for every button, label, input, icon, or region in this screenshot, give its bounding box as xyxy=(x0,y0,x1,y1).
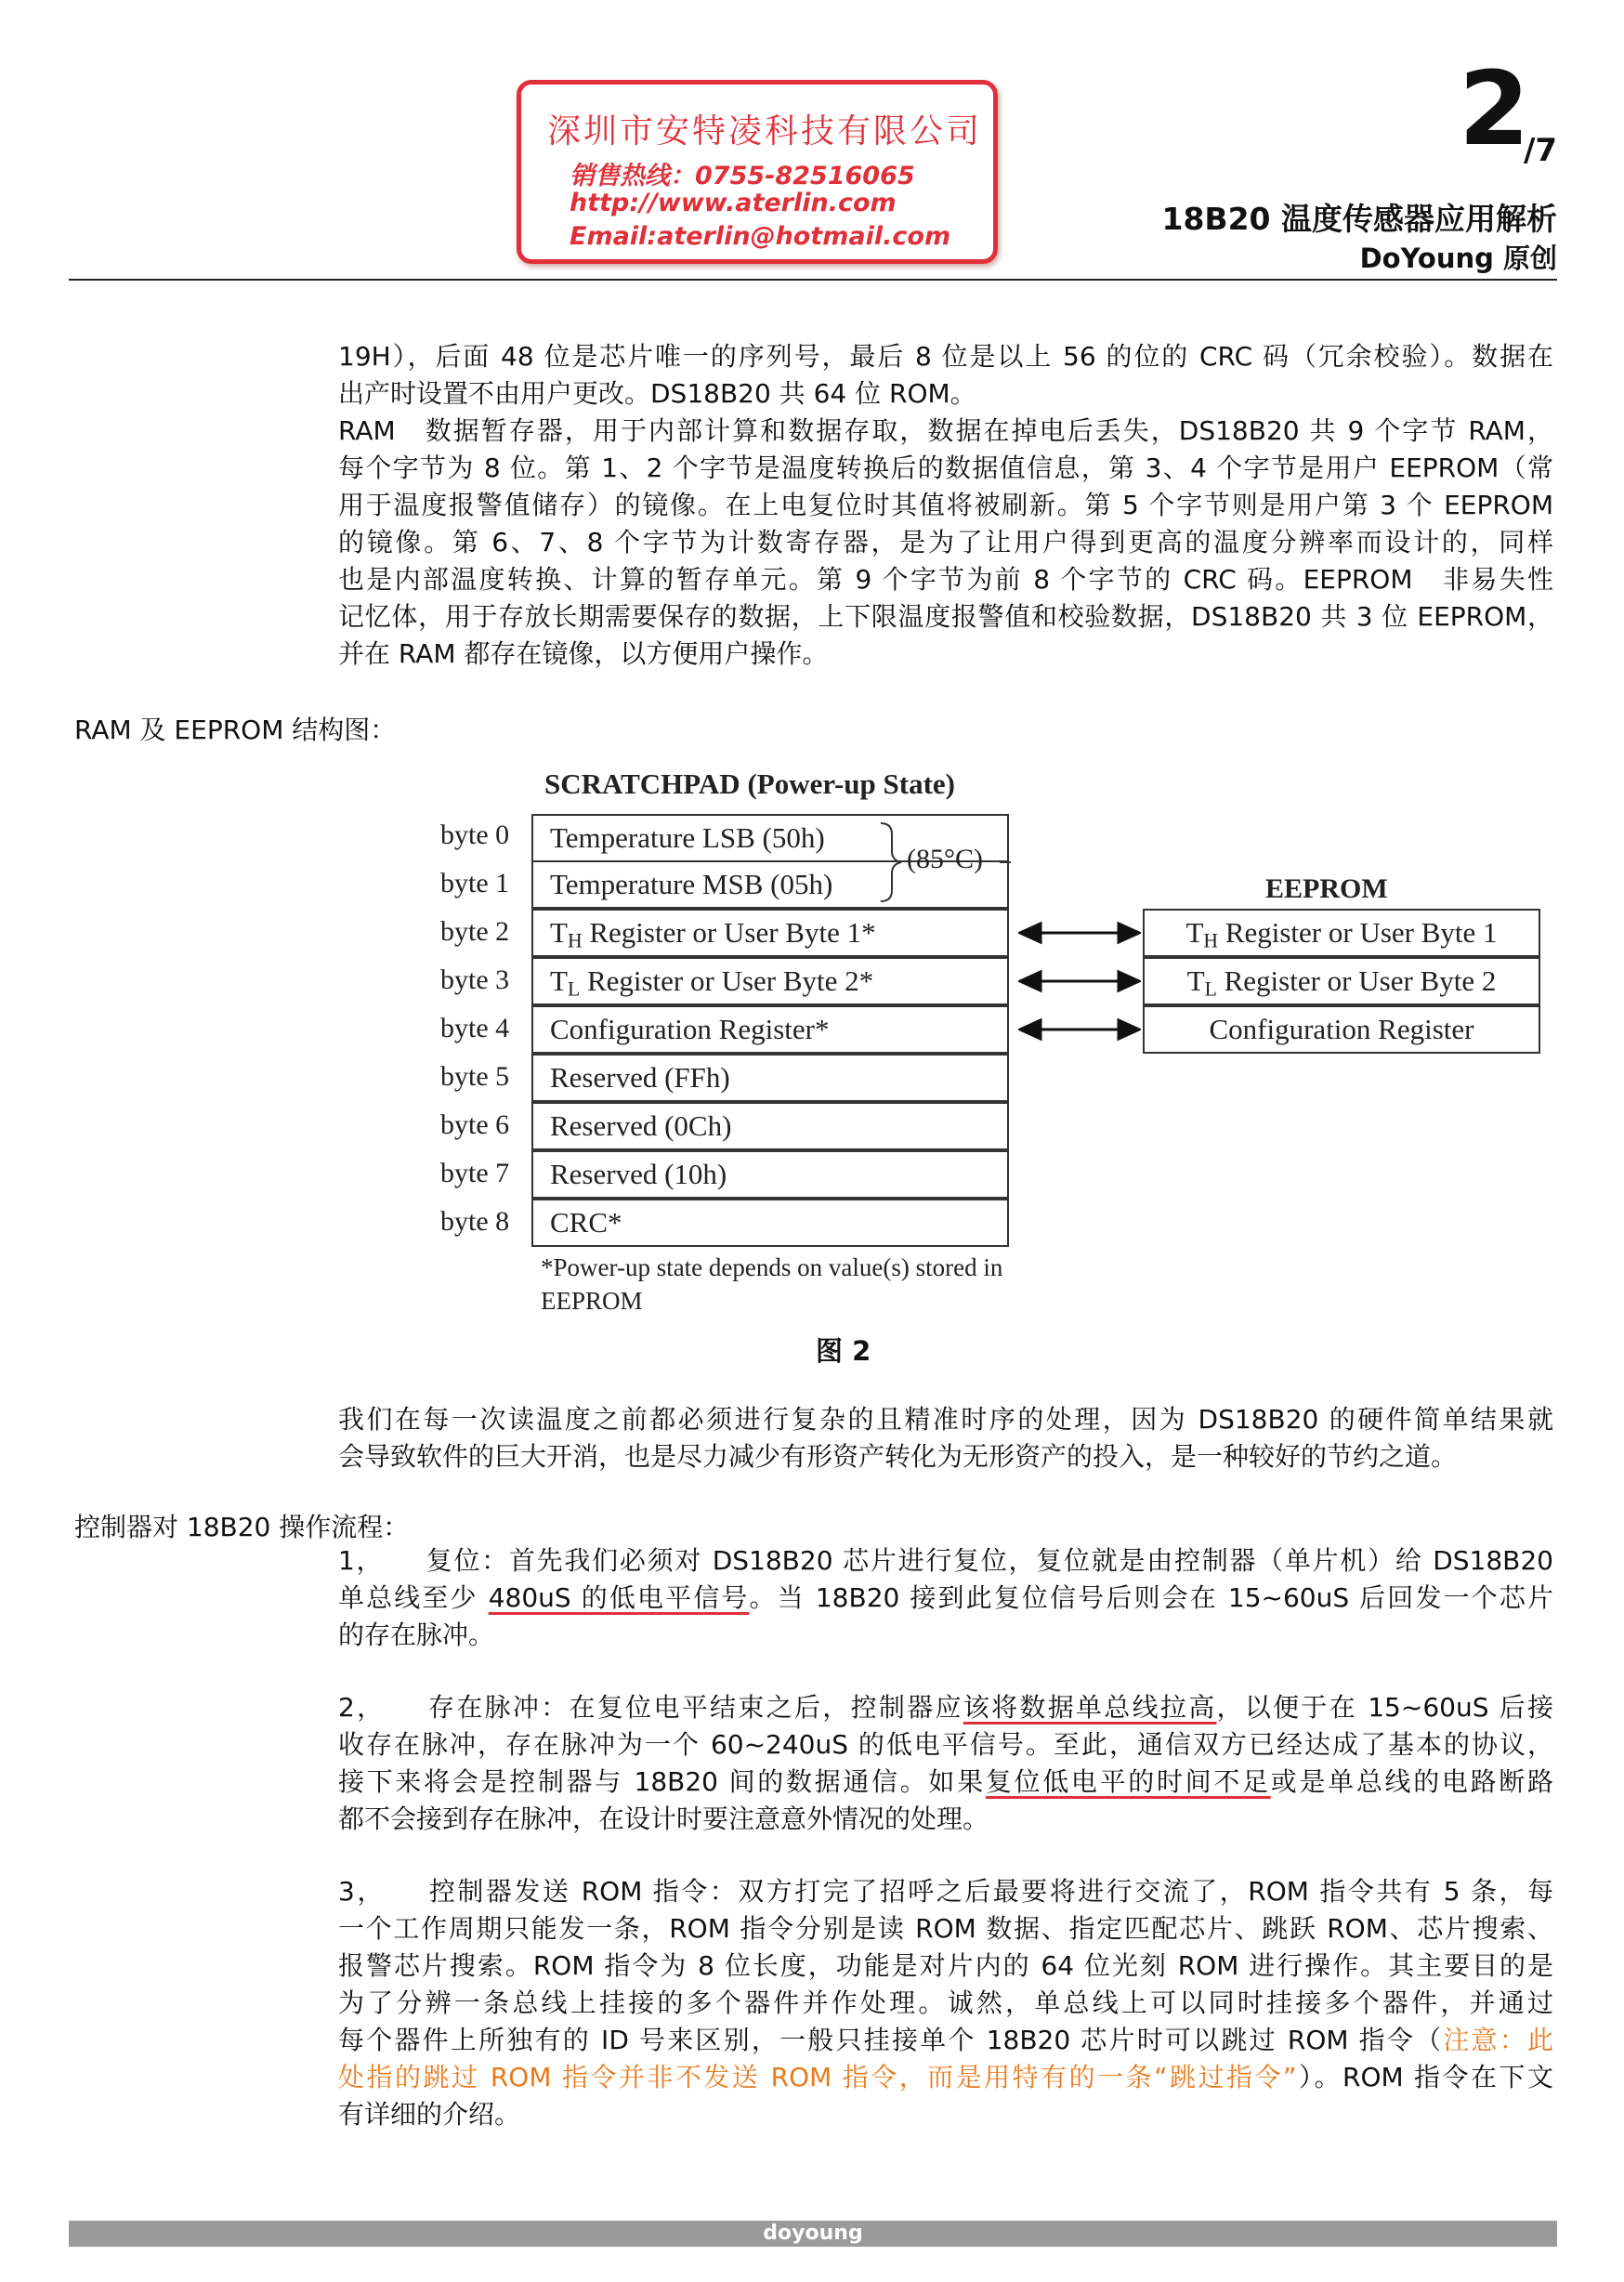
figure-caption: 图 2 xyxy=(816,1335,871,1367)
step-2 xyxy=(338,1689,1553,1838)
byte-label: byte 4 xyxy=(440,1013,510,1043)
sync-arrows xyxy=(1018,911,1141,1059)
page-total: /7 xyxy=(1524,132,1558,169)
step-1 xyxy=(338,1542,1553,1654)
footer-text: doyoung xyxy=(763,2222,863,2245)
text-line: 单总线至少 480uS 的低电平信号。当 18B20 接到此复位信号后则会在 15~60uS 后回发一个芯片 xyxy=(338,1582,1553,1613)
text-line: 每个器件上所独有的 ID 号来区别，一般只挂接单个 18B20 芯片时可以跳过 ROM 指令（注意：此 xyxy=(338,2025,1553,2055)
scratchpad-title: SCRATCHPAD (Power-up State) xyxy=(544,767,955,800)
stamp-hotline: 销售热线：0755-82516065 xyxy=(570,162,915,190)
text-line: 接下来将会是控制器与 18B20 间的数据通信。如果复位低电平的时间不足或是单总线的电路断路 xyxy=(338,1766,1553,1797)
page-number: 2 xyxy=(1459,49,1530,168)
text-line: 并在 RAM 都存在镜像，以方便用户操作。 xyxy=(338,638,829,669)
byte-label: byte 8 xyxy=(440,1206,510,1237)
text-line: 3， 控制器发送 ROM 指令：双方打完了招呼之后最要将进行交流了，ROM 指令共有 5 条，每 xyxy=(338,1876,1553,1907)
text-line: 处指的跳过 ROM 指令并非不发送 ROM 指令，而是用特有的一条“跳过指令”）。ROM 指令在下文 xyxy=(338,2062,1554,2092)
byte-label: byte 0 xyxy=(440,820,510,850)
eeprom-title: EEPROM xyxy=(1265,873,1388,904)
header-divider xyxy=(69,279,1557,281)
intro-paragraph xyxy=(338,338,1553,673)
text-line: 报警芯片搜索。ROM 指令为 8 位长度，功能是对片内的 64 位光刻 ROM 进行操作。其主要目的是 xyxy=(338,1950,1553,1981)
highlight-reset-time: 复位低电平的时间不足 xyxy=(985,1766,1271,1797)
scratchpad-cell: Reserved (FFh) xyxy=(531,1054,1009,1102)
company-stamp xyxy=(517,80,998,264)
byte-label: byte 7 xyxy=(440,1158,510,1188)
text-line: 的存在脉冲。 xyxy=(338,1620,495,1650)
stamp-email: Email:aterlin@hotmail.com xyxy=(570,222,951,251)
step-3 xyxy=(338,1873,1553,2133)
scratchpad-cell: Temperature MSB (05h) xyxy=(531,860,1009,909)
scratchpad-cell: Reserved (0Ch) xyxy=(531,1102,1009,1150)
byte-label: byte 1 xyxy=(440,868,510,898)
scratchpad-cell: Reserved (10h) xyxy=(531,1150,1009,1199)
byte-label: byte 5 xyxy=(440,1061,510,1092)
highlight-pull-high: 该将数据单总线拉高 xyxy=(963,1692,1217,1723)
byte-label: byte 2 xyxy=(440,916,510,947)
text-line: 都不会接到存在脉冲，在设计时要注意意外情况的处理。 xyxy=(338,1803,989,1834)
byte-label: byte 3 xyxy=(440,964,510,995)
text-line: RAM 数据暂存器，用于内部计算和数据存取，数据在掉电后丢失，DS18B20 共 9 个字节 RAM， xyxy=(338,415,1553,446)
summary-paragraph xyxy=(338,1401,1553,1475)
text-line: 的镜像。第 6、7、8 个字节为计数寄存器，是为了让用户得到更高的温度分辨率而设计的，同样 xyxy=(338,527,1553,557)
text-line: 1， 复位：首先我们必须对 DS18B20 芯片进行复位，复位就是由控制器（单片机）给 DS18B20 xyxy=(338,1545,1553,1576)
text-line: 一个工作周期只能发一条，ROM 指令分别是读 ROM 数据、指定匹配芯片、跳跃 ROM、芯片搜索、 xyxy=(338,1913,1553,1944)
document-author: DoYoung 原创 xyxy=(1359,243,1557,274)
stamp-url: http://www.aterlin.com xyxy=(570,189,897,217)
scratchpad-cell: $T_H$ Register or User Byte 1* xyxy=(531,909,1009,957)
highlight-480us: 480uS 的低电平信号 xyxy=(488,1582,750,1613)
text-line: 2， 存在脉冲：在复位电平结束之后，控制器应该将数据单总线拉高，以便于在 15~60uS 后接 xyxy=(338,1692,1553,1723)
eeprom-cell: $T_H$ Register or User Byte 1 xyxy=(1143,909,1540,957)
text-line: 有详细的介绍。 xyxy=(338,2099,521,2130)
text-line: 记忆体，用于存放长期需要保存的数据，上下限温度报警值和校验数据，DS18B20 共 3 位 EEPROM， xyxy=(338,601,1553,632)
scratchpad-cell: Temperature LSB (50h) xyxy=(531,814,1009,862)
eeprom-cell: Configuration Register xyxy=(1143,1005,1540,1054)
text-line: 用于温度报警值储存）的镜像。在上电复位时其值将被刷新。第 5 个字节则是用户第 3 个 EEPROM xyxy=(338,490,1553,520)
stamp-company: 深圳市安特凌科技有限公司 xyxy=(547,112,983,151)
scratchpad-cell: CRC* xyxy=(531,1199,1009,1247)
document-title: 18B20 温度传感器应用解析 xyxy=(1161,201,1557,237)
text-line: 我们在每一次读温度之前都必须进行复杂的且精准时序的处理，因为 DS18B20 的硬件简单结果就 xyxy=(338,1404,1553,1435)
text-line: 出产时设置不由用户更改。DS18B20 共 64 位 ROM。 xyxy=(338,378,976,409)
text-line: 也是内部温度转换、计算的暂存单元。第 9 个字节为前 8 个字节的 CRC 码。EEPROM 非易失性 xyxy=(338,564,1553,595)
byte-label: byte 6 xyxy=(440,1109,510,1140)
text-line: 为了分辨一条总线上挂接的多个器件并作处理。诚然，单总线上可以同时挂接多个器件，并通过 xyxy=(338,1987,1553,2018)
text-line: 会导致软件的巨大开消，也是尽力减少有形资产转化为无形资产的投入，是一种较好的节约之道。 xyxy=(338,1441,1458,1472)
diagram-heading: RAM 及 EEPROM 结构图： xyxy=(74,715,397,745)
eeprom-cell: $T_L$ Register or User Byte 2 xyxy=(1143,957,1540,1005)
note-text: 注意：此 xyxy=(1443,2025,1553,2055)
text-line: 每个字节为 8 位。第 1、2 个字节是温度转换后的数据值信息，第 3、4 个字节是用户 EEPROM（常 xyxy=(338,452,1553,483)
text-line: 收存在脉冲，存在脉冲为一个 60~240uS 的低电平信号。至此，通信双方已经达成了基本的协议， xyxy=(338,1729,1553,1760)
note-text: 处指的跳过 ROM 指令并非不发送 ROM 指令，而是用特有的一条“跳过指令” xyxy=(338,2062,1297,2092)
footer-bar xyxy=(69,2221,1557,2247)
diagram-footnote: *Power-up state depends on value(s) stored in EEPROM xyxy=(541,1253,1003,1315)
scratchpad-cell: Configuration Register* xyxy=(531,1005,1009,1054)
power-up-temperature: (85°C) xyxy=(907,844,983,874)
scratchpad-cell: $T_L$ Register or User Byte 2* xyxy=(531,957,1009,1005)
text-line: 19H），后面 48 位是芯片唯一的序列号，最后 8 位是以上 56 的位的 CRC 码（冗余校验）。数据在 xyxy=(338,341,1553,372)
flow-heading: 控制器对 18B20 操作流程： xyxy=(74,1512,410,1542)
